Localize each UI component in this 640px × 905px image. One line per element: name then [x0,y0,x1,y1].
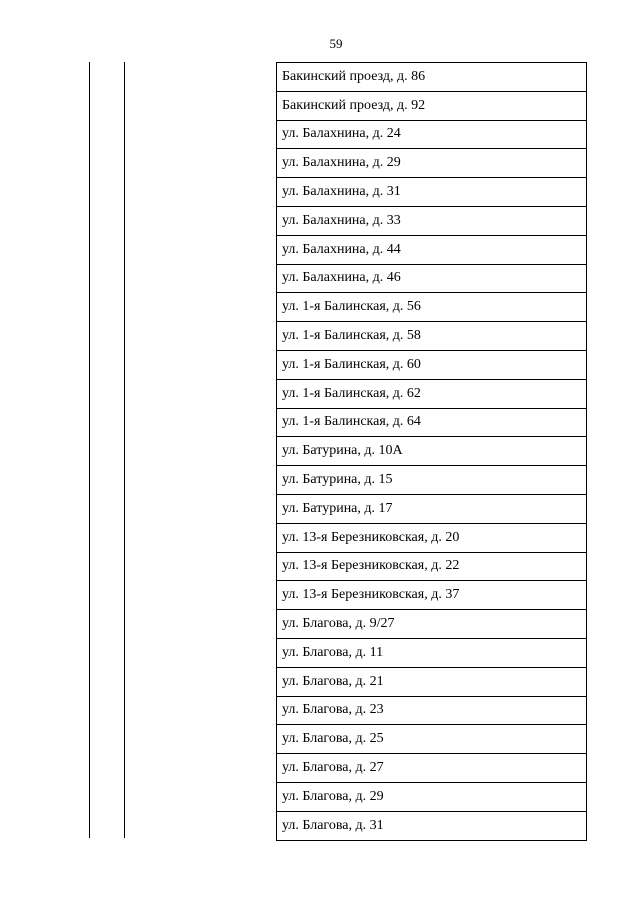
table-column-border-left [89,62,90,838]
table-row: ул. Балахнина, д. 31 [277,178,586,207]
table-column-border-middle [124,62,125,838]
page-number: 59 [329,36,343,51]
table-row: ул. 1-я Балинская, д. 56 [277,293,586,322]
table-row: ул. Благова, д. 11 [277,639,586,668]
table-row: ул. Батурина, д. 15 [277,466,586,495]
table-row: ул. 13-я Березниковская, д. 20 [277,524,586,553]
table-row: ул. Благова, д. 29 [277,783,586,812]
table-row: Бакинский проезд, д. 92 [277,92,586,121]
table-row: ул. 1-я Балинская, д. 58 [277,322,586,351]
table-row: ул. Благова, д. 25 [277,725,586,754]
table-row: ул. Благова, д. 31 [277,812,586,841]
table-row: ул. 1-я Балинская, д. 62 [277,380,586,409]
table-row: ул. Благова, д. 21 [277,668,586,697]
table-row: ул. 13-я Березниковская, д. 22 [277,553,586,582]
table-row: ул. Балахнина, д. 33 [277,207,586,236]
table-row: ул. Благова, д. 27 [277,754,586,783]
table-row: ул. Батурина, д. 17 [277,495,586,524]
table-row: ул. Балахнина, д. 46 [277,265,586,294]
table-row: ул. Балахнина, д. 24 [277,121,586,150]
address-table [276,62,587,841]
table-row: ул. 1-я Балинская, д. 60 [277,351,586,380]
table-row: ул. Благова, д. 23 [277,697,586,726]
table-row: ул. Балахнина, д. 29 [277,149,586,178]
table-row: ул. 1-я Балинская, д. 64 [277,409,586,438]
table-row: ул. Батурина, д. 10А [277,437,586,466]
table-row: ул. Благова, д. 9/27 [277,610,586,639]
table-row: ул. Балахнина, д. 44 [277,236,586,265]
table-row: Бакинский проезд, д. 86 [277,63,586,92]
table-row: ул. 13-я Березниковская, д. 37 [277,581,586,610]
